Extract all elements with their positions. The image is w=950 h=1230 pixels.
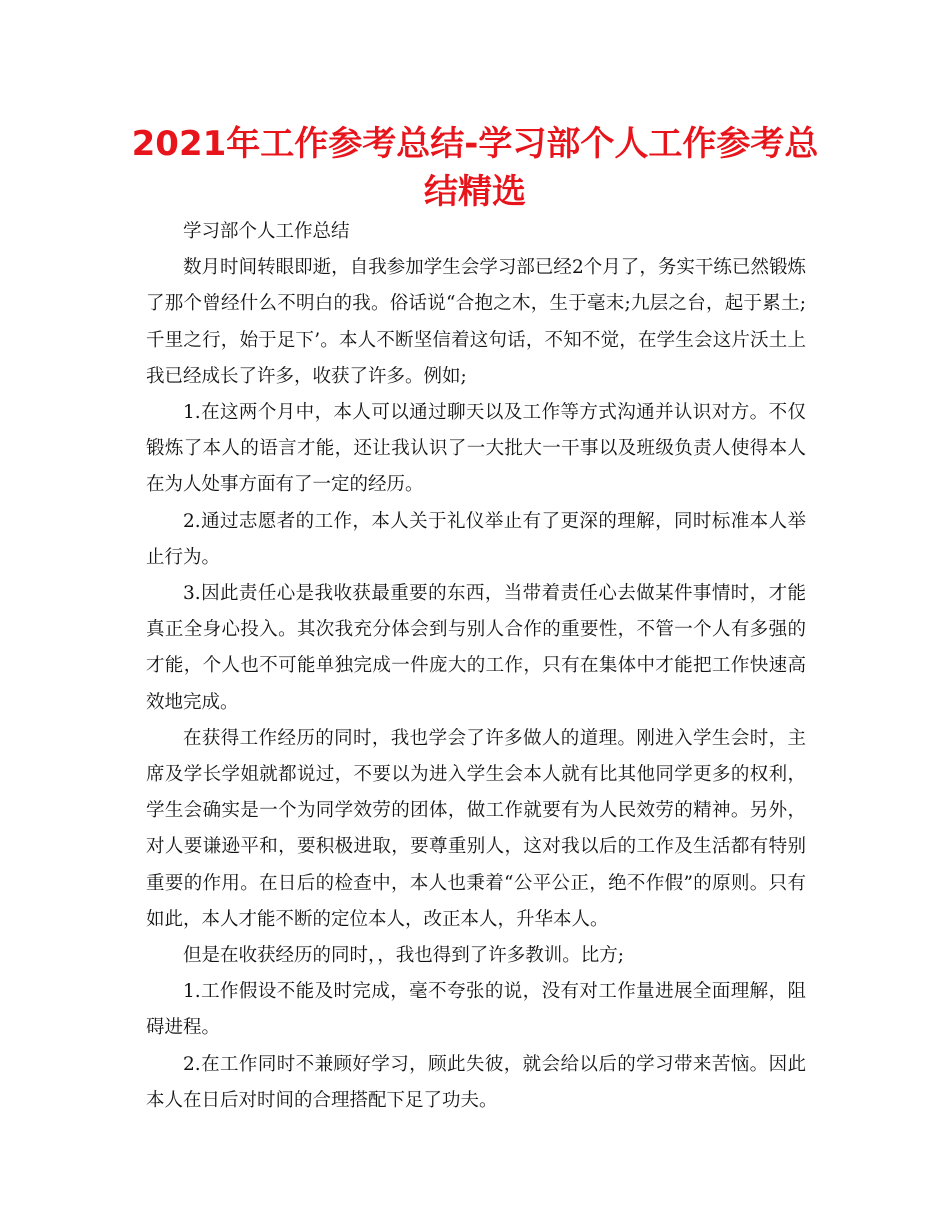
- paragraph: 3.因此责任心是我收获最重要的东西，当带着责任心去做某件事情时，才能真正全身心投入。其次我充分体会到与别人合作的重要性，不管一个人有多强的才能，个人也不可能单独完成一件庞大的工作，只有在集体中才能把工作快速高效地完成。: [146, 583, 806, 713]
- paragraph: 但是在收获经历的同时，，我也得到了许多教训。比方;: [183, 945, 624, 967]
- paragraph: 在获得工作经历的同时，我也学会了许多做人的道理。刚进入学生会时，主席及学长学姐就都说过，不要以为进入学生会本人就有比其他同学更多的权利，学生会确实是一个为同学效劳的团体，做工作就要有为人民效劳的精神。另外，对人要谦逊平和，要积极进取，要尊重别人，这对我以后的工作及生活都有特别重要的作用。在日后的检查中，本人也秉着“公平公正，绝不作假”的原则。只有如此，本人才能不断的定位本人，改正本人，升华本人。: [146, 727, 806, 930]
- document-body: [146, 214, 806, 1119]
- paragraph: 数月时间转眼即逝，自我参加学生会学习部已经2个月了，务实干练已然锻炼了那个曾经什么不明白的我。俗话说“合抱之木，生于毫末;九层之台，起于累土;千里之行，始于足下’。本人不断坚信着这句话，不知不觉，在学生会这片沃土上我已经成长了许多，收获了许多。例如;: [146, 257, 806, 387]
- section-heading: 学习部个人工作总结: [183, 221, 350, 242]
- paragraph: 1.工作假设不能及时完成，毫不夸张的说，没有对工作量进展全面理解，阻碍进程。: [146, 981, 806, 1039]
- paragraph: 2.在工作同时不兼顾好学习，顾此失彼，就会给以后的学习带来苦恼。因此本人在日后对时间的合理搭配下足了功夫。: [146, 1053, 806, 1111]
- paragraph: 2.通过志愿者的工作，本人关于礼仪举止有了更深的理解，同时标准本人举止行为。: [146, 510, 806, 568]
- paragraph: 1.在这两个月中，本人可以通过聊天以及工作等方式沟通并认识对方。不仅锻炼了本人的语言才能，还让我认识了一大批大一干事以及班级负责人使得本人在为人处事方面有了一定的经历。: [146, 402, 806, 496]
- document-title: 2021年工作参考总结-学习部个人工作参考总结精选: [131, 124, 819, 212]
